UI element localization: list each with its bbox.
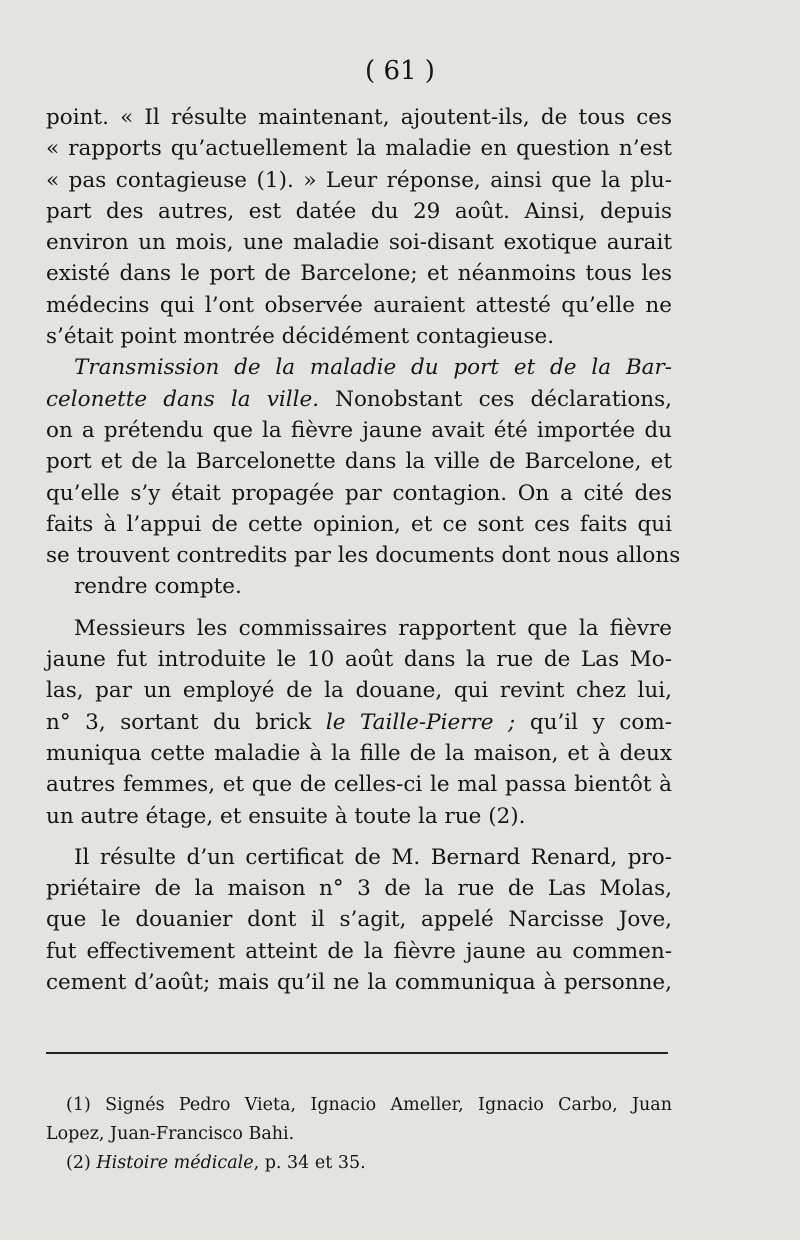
text-line: se trouvent contredits par les documents dont nous allons xyxy=(46,543,681,569)
footnote-2 xyxy=(46,1149,672,1178)
footnote-2-pages: , p. 34 et 35. xyxy=(253,1153,366,1173)
text-line: faits à l’appui de cette opinion, et ce sont ces faits qui xyxy=(46,511,672,537)
text-line: s’était point montrée décidément contagieuse. xyxy=(46,324,555,350)
text-line: jaune fut introduite le 10 août dans la rue de Las Mo- xyxy=(46,647,672,673)
text-line: point. « Il résulte maintenant, ajoutent-ils, de tous ces xyxy=(46,105,672,130)
text-line: « rapports qu’actuellement la maladie en question n’est xyxy=(46,136,672,162)
main-text xyxy=(46,102,681,998)
text-line: Il résulte d’un certificat de M. Bernard Renard, pro- xyxy=(74,844,672,870)
text-segment: n° 3, sortant du brick xyxy=(46,709,326,735)
text-line: fut effectivement atteint de la fièvre jaune au commen- xyxy=(46,938,672,964)
footnotes xyxy=(46,1091,672,1178)
text-line: un autre étage, et ensuite à toute la rue (2). xyxy=(46,803,526,829)
text-line: environ un mois, une maladie soi-disant exotique aurait xyxy=(46,230,672,256)
text-line: muniqua cette maladie à la fille de la maison, et à deux xyxy=(46,740,672,766)
text-line: las, par un employé de la douane, qui revint chez lui, xyxy=(46,678,672,704)
text-line: port et de la Barcelonette dans la ville de Barcelone, et xyxy=(46,449,672,475)
footnote-2-marker: (2) xyxy=(66,1153,97,1173)
text-line: qu’elle s’y était propagée par contagion. On a cité des xyxy=(46,480,672,506)
text-line: rendre compte. xyxy=(74,574,242,600)
paragraph-gap xyxy=(46,832,672,842)
page-number: ( 61 ) xyxy=(365,56,435,86)
text-line: « pas contagieuse (1). » Leur réponse, ainsi que la plu- xyxy=(46,167,672,193)
text-line xyxy=(46,384,672,415)
text-line: cement d’août; mais qu’il ne la communiqua à personne, xyxy=(46,970,672,996)
ship-name-italic: le Taille-Pierre ; xyxy=(325,709,516,735)
text-line: autres femmes, et que de celles-ci le mal passa bientôt à xyxy=(46,772,672,798)
text-line: médecins qui l’ont observée auraient attesté qu’elle ne xyxy=(46,292,672,318)
section-heading-line xyxy=(46,352,672,383)
text-line: Messieurs les commissaires rapportent que la fièvre xyxy=(74,615,672,641)
section-heading-italic: Transmission de la maladie du port et de la Bar- xyxy=(74,355,672,381)
footnote-2-title: Histoire médicale xyxy=(96,1153,254,1173)
paragraph-gap xyxy=(46,603,672,613)
footnote-1-line: (1) Signés Pedro Vieta, Ignacio Ameller, Ignacio Carbo, Juan xyxy=(66,1095,672,1115)
section-heading-italic: celonette dans la ville. xyxy=(46,386,320,412)
text-line: existé dans le port de Barcelone; et néanmoins tous les xyxy=(46,261,672,287)
text-line: part des autres, est datée du 29 août. Ainsi, depuis xyxy=(46,198,672,224)
text-line: on a prétendu que la fièvre jaune avait été importée du xyxy=(46,417,672,443)
text-line xyxy=(46,707,672,738)
footnote-1-line: Lopez, Juan-Francisco Bahi. xyxy=(46,1124,295,1144)
footnote-divider xyxy=(46,1052,668,1054)
text-segment: qu’il y com- xyxy=(515,709,673,735)
text-segment: Nonobstant ces déclarations, xyxy=(319,386,672,412)
text-line: que le douanier dont il s’agit, appelé Narcisse Jove, xyxy=(46,907,672,933)
text-line: priétaire de la maison n° 3 de la rue de Las Molas, xyxy=(46,876,672,902)
